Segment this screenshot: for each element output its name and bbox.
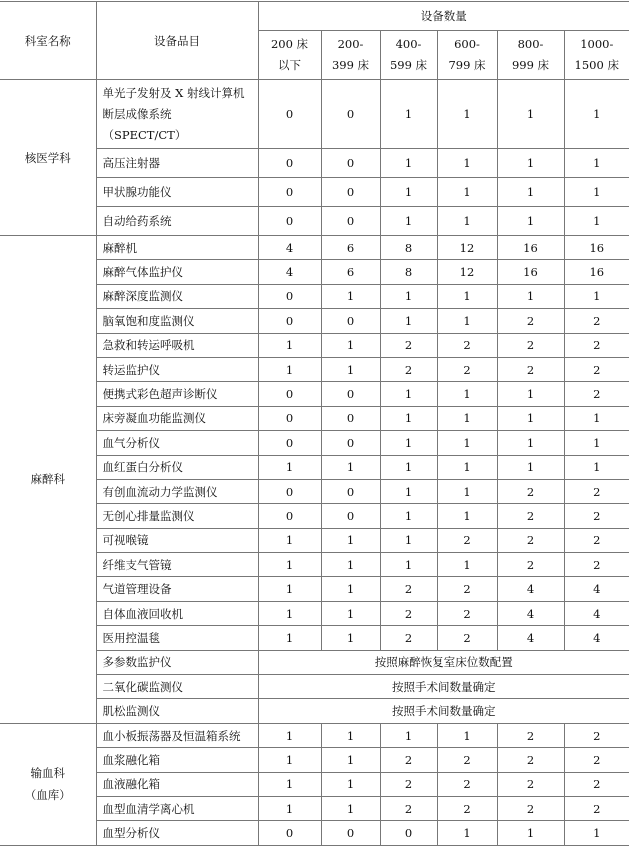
quantity-cell: 12 <box>437 236 497 260</box>
equipment-item-line: 纤维支气管镜 <box>102 557 172 572</box>
quantity-cell: 8 <box>380 236 437 260</box>
quantity-cell: 1 <box>258 796 321 820</box>
quantity-cell: 1 <box>437 178 497 207</box>
quantity-cell: 16 <box>497 236 564 260</box>
quantity-cell: 4 <box>258 236 321 260</box>
quantity-cell: 2 <box>380 333 437 357</box>
quantity-cell: 1 <box>437 207 497 236</box>
bed-range-line: 800- <box>517 37 544 51</box>
bed-range-header <box>497 31 564 80</box>
quantity-cell: 1 <box>258 528 321 552</box>
quantity-cell: 16 <box>564 236 629 260</box>
equipment-item-line: 自动给药系统 <box>102 214 172 228</box>
quantity-cell: 2 <box>564 309 629 333</box>
equipment-item-line: 无创心排量监测仪 <box>102 508 195 523</box>
quantity-cell: 1 <box>258 626 321 650</box>
equipment-item <box>96 601 258 625</box>
quantity-cell: 1 <box>380 504 437 528</box>
quantity-cell: 8 <box>380 260 437 284</box>
quantity-cell: 2 <box>564 504 629 528</box>
quantity-cell: 1 <box>564 178 629 207</box>
equipment-item-line: 血红蛋白分析仪 <box>102 460 183 475</box>
equipment-item <box>96 699 258 723</box>
department-name <box>0 80 96 236</box>
quantity-cell: 1 <box>437 80 497 149</box>
configuration-note: 按照手术间数量确定 <box>258 675 629 699</box>
bed-range-line: 200- <box>337 37 364 51</box>
quantity-cell: 2 <box>564 772 629 796</box>
quantity-cell: 1 <box>564 149 629 178</box>
quantity-cell: 4 <box>497 577 564 601</box>
quantity-cell: 2 <box>437 772 497 796</box>
quantity-cell: 2 <box>497 309 564 333</box>
quantity-cell: 1 <box>437 504 497 528</box>
equipment-item <box>96 236 258 260</box>
quantity-cell: 1 <box>437 431 497 455</box>
department-name-line: 麻醉科 <box>30 472 65 487</box>
quantity-cell: 4 <box>564 626 629 650</box>
equipment-item-line: 可视喉镜 <box>102 533 149 548</box>
quantity-cell: 1 <box>321 626 380 650</box>
quantity-cell: 0 <box>321 178 380 207</box>
quantity-cell: 2 <box>380 357 437 381</box>
quantity-cell: 2 <box>380 796 437 820</box>
quantity-cell: 1 <box>321 577 380 601</box>
quantity-cell: 1 <box>497 431 564 455</box>
quantity-cell: 1 <box>564 455 629 479</box>
bed-range-line: 399 床 <box>331 58 370 72</box>
quantity-cell: 2 <box>497 553 564 577</box>
quantity-cell: 2 <box>437 796 497 820</box>
quantity-cell: 2 <box>437 357 497 381</box>
quantity-cell: 1 <box>497 149 564 178</box>
quantity-cell: 2 <box>564 723 629 747</box>
quantity-cell: 2 <box>497 357 564 381</box>
quantity-cell: 2 <box>437 577 497 601</box>
equipment-item <box>96 821 258 845</box>
quantity-cell: 4 <box>564 601 629 625</box>
quantity-cell: 1 <box>380 284 437 308</box>
equipment-item <box>96 577 258 601</box>
quantity-cell: 1 <box>437 479 497 503</box>
quantity-cell: 0 <box>321 382 380 406</box>
quantity-cell: 1 <box>437 309 497 333</box>
equipment-item <box>96 178 258 207</box>
quantity-cell: 1 <box>380 382 437 406</box>
quantity-cell: 1 <box>564 284 629 308</box>
equipment-item <box>96 309 258 333</box>
quantity-cell: 1 <box>497 406 564 430</box>
quantity-cell: 1 <box>258 577 321 601</box>
quantity-cell: 2 <box>497 723 564 747</box>
quantity-cell: 2 <box>380 577 437 601</box>
bed-range-line: 1000- <box>580 37 614 51</box>
quantity-cell: 2 <box>497 796 564 820</box>
equipment-item-line: 血浆融化箱 <box>102 752 160 767</box>
quantity-cell: 6 <box>321 260 380 284</box>
quantity-cell: 4 <box>497 601 564 625</box>
quantity-cell: 1 <box>321 772 380 796</box>
configuration-note: 按照麻醉恢复室床位数配置 <box>258 650 629 674</box>
equipment-item <box>96 748 258 772</box>
quantity-cell: 2 <box>380 772 437 796</box>
quantity-cell: 1 <box>380 455 437 479</box>
quantity-cell: 1 <box>497 382 564 406</box>
quantity-cell: 2 <box>437 748 497 772</box>
equipment-item <box>96 260 258 284</box>
quantity-cell: 0 <box>258 504 321 528</box>
quantity-cell: 1 <box>321 284 380 308</box>
equipment-item-line: 二氧化碳监测仪 <box>102 679 183 694</box>
equipment-item-line: 脑氧饱和度监测仪 <box>102 313 195 328</box>
quantity-cell: 12 <box>437 260 497 284</box>
equipment-item <box>96 284 258 308</box>
quantity-cell: 2 <box>497 528 564 552</box>
table-row <box>0 723 629 747</box>
quantity-cell: 0 <box>321 80 380 149</box>
quantity-cell: 1 <box>437 149 497 178</box>
quantity-cell: 1 <box>380 309 437 333</box>
department-name <box>0 236 96 724</box>
equipment-item <box>96 333 258 357</box>
quantity-cell: 1 <box>321 528 380 552</box>
quantity-cell: 1 <box>258 723 321 747</box>
quantity-cell: 0 <box>258 431 321 455</box>
department-name-line: 输血科 <box>30 766 65 781</box>
quantity-cell: 1 <box>321 553 380 577</box>
quantity-cell: 1 <box>497 821 564 845</box>
quantity-cell: 1 <box>437 455 497 479</box>
quantity-cell: 1 <box>380 178 437 207</box>
quantity-cell: 2 <box>564 382 629 406</box>
quantity-cell: 0 <box>321 431 380 455</box>
quantity-cell: 2 <box>497 333 564 357</box>
equipment-item-line: 麻醉气体监护仪 <box>102 265 183 280</box>
equipment-item-line: 多参数监护仪 <box>102 655 172 670</box>
quantity-cell: 1 <box>321 333 380 357</box>
bed-range-header <box>380 31 437 80</box>
bed-range-header <box>437 31 497 80</box>
bed-range-line: 999 床 <box>511 58 550 72</box>
quantity-cell: 0 <box>258 406 321 430</box>
quantity-cell: 1 <box>437 821 497 845</box>
quantity-cell: 1 <box>258 553 321 577</box>
quantity-cell: 0 <box>258 479 321 503</box>
quantity-cell: 1 <box>258 772 321 796</box>
quantity-cell: 0 <box>258 821 321 845</box>
equipment-item-line: 床旁凝血功能监测仪 <box>102 411 206 426</box>
quantity-cell: 0 <box>321 309 380 333</box>
department-name <box>0 723 96 845</box>
quantity-cell: 1 <box>380 207 437 236</box>
quantity-cell: 2 <box>497 504 564 528</box>
quantity-cell: 0 <box>321 406 380 430</box>
equipment-item-line: 高压注射器 <box>102 156 160 170</box>
equipment-item-line: 麻醉机 <box>102 240 137 255</box>
equipment-item <box>96 80 258 149</box>
quantity-cell: 0 <box>258 178 321 207</box>
quantity-cell: 1 <box>437 723 497 747</box>
quantity-cell: 2 <box>380 626 437 650</box>
equipment-item <box>96 455 258 479</box>
quantity-cell: 1 <box>497 284 564 308</box>
quantity-cell: 1 <box>437 382 497 406</box>
bed-range-line: 600- <box>454 37 480 51</box>
quantity-cell: 1 <box>437 406 497 430</box>
quantity-cell: 2 <box>564 479 629 503</box>
quantity-cell: 1 <box>321 748 380 772</box>
quantity-cell: 1 <box>321 455 380 479</box>
equipment-item-line: 断层成像系统 <box>102 106 172 121</box>
quantity-cell: 0 <box>321 821 380 845</box>
quantity-cell: 1 <box>437 553 497 577</box>
equipment-item-line: 麻醉深度监测仪 <box>102 289 183 304</box>
quantity-cell: 2 <box>437 626 497 650</box>
bed-range-header <box>258 31 321 80</box>
quantity-cell: 1 <box>380 553 437 577</box>
quantity-cell: 0 <box>321 504 380 528</box>
quantity-cell: 0 <box>321 149 380 178</box>
equipment-item <box>96 650 258 674</box>
equipment-table <box>0 1 629 846</box>
quantity-cell: 6 <box>321 236 380 260</box>
equipment-item <box>96 553 258 577</box>
quantity-cell: 2 <box>437 601 497 625</box>
quantity-cell: 2 <box>564 357 629 381</box>
quantity-cell: 4 <box>564 577 629 601</box>
quantity-cell: 1 <box>497 207 564 236</box>
quantity-cell: 0 <box>258 149 321 178</box>
quantity-cell: 0 <box>321 479 380 503</box>
bed-range-line: 200 床 <box>270 37 309 51</box>
quantity-cell: 0 <box>380 821 437 845</box>
quantity-cell: 1 <box>564 80 629 149</box>
equipment-item <box>96 406 258 430</box>
quantity-cell: 1 <box>564 431 629 455</box>
equipment-item <box>96 479 258 503</box>
quantity-cell: 1 <box>380 149 437 178</box>
quantity-cell: 1 <box>258 357 321 381</box>
quantity-cell: 1 <box>380 406 437 430</box>
quantity-cell: 16 <box>497 260 564 284</box>
department-name-line: （血库） <box>24 788 71 803</box>
equipment-item-line: 转运监护仪 <box>102 362 160 377</box>
bed-range-line: 599 床 <box>389 58 428 72</box>
department-name-line: 核医学科 <box>24 150 71 165</box>
equipment-item <box>96 382 258 406</box>
quantity-cell: 2 <box>564 748 629 772</box>
table-row <box>0 236 629 260</box>
item-column-header: 设备品目 <box>96 2 258 80</box>
equipment-item-line: 便携式彩色超声诊断仪 <box>102 387 218 402</box>
equipment-item-line: 自体血液回收机 <box>102 606 183 621</box>
quantity-cell: 1 <box>497 178 564 207</box>
bed-range-header <box>564 31 629 80</box>
quantity-cell: 2 <box>564 528 629 552</box>
quantity-cell: 1 <box>564 406 629 430</box>
quantity-cell: 0 <box>258 207 321 236</box>
quantity-cell: 1 <box>321 796 380 820</box>
equipment-item-line: 血型分析仪 <box>102 826 160 841</box>
quantity-cell: 2 <box>380 748 437 772</box>
bed-range-line: 以下 <box>278 58 301 72</box>
equipment-item-line: 血液融化箱 <box>102 777 160 792</box>
quantity-cell: 1 <box>497 80 564 149</box>
quantity-cell: 2 <box>497 748 564 772</box>
bed-range-line: 1500 床 <box>574 58 619 72</box>
quantity-cell: 1 <box>321 723 380 747</box>
quantity-cell: 1 <box>380 431 437 455</box>
equipment-item <box>96 357 258 381</box>
table-row <box>0 80 629 149</box>
quantity-cell: 0 <box>321 207 380 236</box>
equipment-item-line: 血气分析仪 <box>102 435 160 450</box>
equipment-item <box>96 796 258 820</box>
quantity-cell: 1 <box>321 601 380 625</box>
quantity-cell: 4 <box>497 626 564 650</box>
equipment-item <box>96 207 258 236</box>
quantity-cell: 2 <box>564 796 629 820</box>
quantity-cell: 16 <box>564 260 629 284</box>
quantity-cell: 1 <box>564 207 629 236</box>
quantity-cell: 0 <box>258 382 321 406</box>
bed-range-header <box>321 31 380 80</box>
quantity-cell: 1 <box>564 821 629 845</box>
quantity-cell: 1 <box>258 748 321 772</box>
quantity-cell: 2 <box>380 601 437 625</box>
quantity-cell: 0 <box>258 284 321 308</box>
quantity-cell: 2 <box>564 553 629 577</box>
equipment-item-line: 血小板振荡器及恒温箱系统 <box>102 728 241 743</box>
equipment-item-line: 气道管理设备 <box>102 582 172 597</box>
quantity-cell: 1 <box>437 284 497 308</box>
quantity-cell: 1 <box>258 333 321 357</box>
equipment-item <box>96 723 258 747</box>
quantity-cell: 1 <box>380 528 437 552</box>
quantity-cell: 2 <box>437 333 497 357</box>
quantity-cell: 1 <box>258 601 321 625</box>
quantity-cell: 1 <box>380 723 437 747</box>
equipment-item <box>96 431 258 455</box>
equipment-item-line: 急救和转运呼吸机 <box>102 338 195 353</box>
quantity-cell: 1 <box>380 80 437 149</box>
quantity-cell: 4 <box>258 260 321 284</box>
quantity-cell: 1 <box>258 455 321 479</box>
quantity-column-header: 设备数量 <box>258 2 629 31</box>
quantity-cell: 0 <box>258 80 321 149</box>
equipment-item-line: 有创血流动力学监测仪 <box>102 484 218 499</box>
equipment-item-line: 医用控温毯 <box>102 630 160 645</box>
quantity-cell: 2 <box>497 772 564 796</box>
quantity-cell: 1 <box>321 357 380 381</box>
quantity-cell: 0 <box>258 309 321 333</box>
equipment-item <box>96 772 258 796</box>
equipment-item <box>96 504 258 528</box>
equipment-item <box>96 528 258 552</box>
dept-column-header: 科室名称 <box>0 2 96 80</box>
equipment-item <box>96 675 258 699</box>
equipment-item-line: 单光子发射及 X 射线计算机 <box>102 85 245 100</box>
configuration-note: 按照手术间数量确定 <box>258 699 629 723</box>
equipment-item-line: （SPECT/CT） <box>102 127 187 142</box>
equipment-item <box>96 149 258 178</box>
equipment-item-line: 肌松监测仪 <box>102 704 160 719</box>
equipment-item-line: 甲状腺功能仪 <box>102 185 172 199</box>
equipment-item-line: 血型血清学离心机 <box>102 801 195 816</box>
bed-range-line: 799 床 <box>448 58 486 72</box>
quantity-cell: 2 <box>564 333 629 357</box>
quantity-cell: 1 <box>497 455 564 479</box>
quantity-cell: 1 <box>380 479 437 503</box>
quantity-cell: 2 <box>497 479 564 503</box>
quantity-cell: 2 <box>437 528 497 552</box>
equipment-item <box>96 626 258 650</box>
bed-range-line: 400- <box>395 37 422 51</box>
